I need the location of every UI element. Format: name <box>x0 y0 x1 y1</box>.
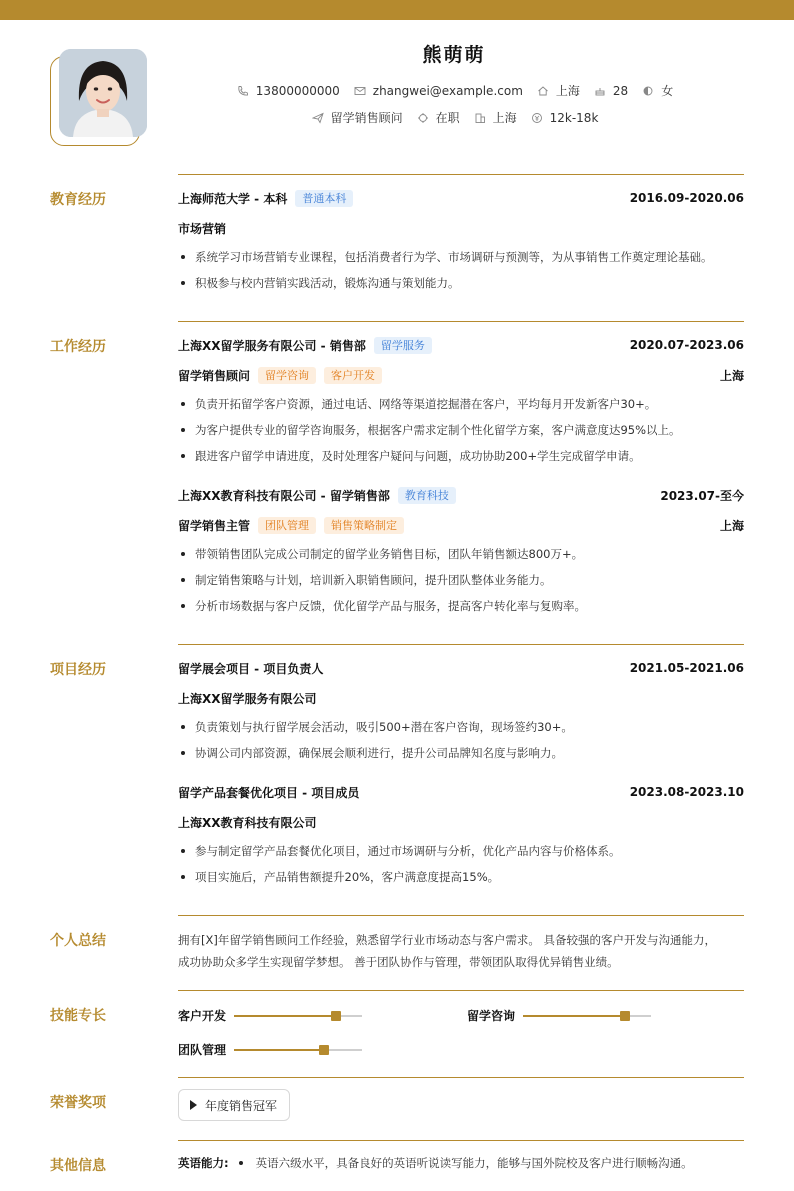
gender-info <box>642 82 673 99</box>
skill-bar-fill <box>523 1015 625 1017</box>
project-org-row <box>178 688 744 708</box>
play-icon <box>190 1100 197 1110</box>
project-header <box>178 658 744 678</box>
city-info <box>474 109 517 126</box>
project-org: 上海XX留学服务有限公司 <box>178 691 317 706</box>
skill-bar-knob <box>620 1011 630 1021</box>
skill-tag: 团队管理 <box>258 517 316 534</box>
skill-tag: 客户开发 <box>324 367 382 384</box>
section-divider <box>178 174 744 175</box>
education-period: 2016.09-2020.06 <box>629 191 744 205</box>
role-name: 留学销售主管 <box>178 518 251 533</box>
mail-icon <box>354 85 366 97</box>
skill-bar <box>234 1049 362 1051</box>
section-title: 荣誉奖项 <box>50 1095 106 1111</box>
list-item: 负责开拓留学客户资源，通过电话、网络等渠道挖掘潜在客户，平均每月开发新客户30+。 <box>178 395 744 413</box>
bullet-dot <box>239 1161 243 1165</box>
phone-text: 13800000000 <box>255 83 340 98</box>
section-title: 其他信息 <box>50 1158 106 1174</box>
status-icon <box>417 112 429 124</box>
skill-tag: 销售策略制定 <box>324 517 404 534</box>
other-info-row <box>178 1155 693 1171</box>
section-divider <box>178 321 744 322</box>
salary-text: 12k-18k <box>549 110 599 125</box>
work-header <box>178 335 744 355</box>
money-icon <box>531 112 543 124</box>
section-divider <box>178 644 744 645</box>
position-info <box>312 109 403 126</box>
skill-bar-knob <box>331 1011 341 1021</box>
major-name: 市场营销 <box>178 221 227 236</box>
company-name: 上海XX留学服务有限公司 - 销售部 <box>178 338 366 353</box>
project-org: 上海XX教育科技有限公司 <box>178 815 317 830</box>
list-item: 带领销售团队完成公司制定的留学业务销售目标，团队年销售额达800万+。 <box>178 545 744 563</box>
industry-tag: 教育科技 <box>398 487 456 504</box>
email-text: zhangwei@example.com <box>372 83 523 98</box>
major-row <box>178 218 744 238</box>
location-text: 上海 <box>555 84 580 98</box>
education-header <box>178 188 744 208</box>
section-divider <box>178 1077 744 1078</box>
skill-bar-fill <box>234 1049 324 1051</box>
section-divider <box>178 990 744 991</box>
cake-icon <box>594 85 606 97</box>
candidate-name: 熊萌萌 <box>422 44 486 66</box>
gender-text: 女 <box>661 84 674 98</box>
other-text: 英语六级水平，具备良好的英语听说读写能力，能够与国外院校及客户进行顺畅沟通。 <box>255 1156 693 1170</box>
project-name: 留学展会项目 - 项目负责人 <box>178 661 324 676</box>
skill-item <box>178 1041 362 1058</box>
skill-bar-fill <box>234 1015 336 1017</box>
list-item: 系统学习市场营销专业课程，包括消费者行为学、市场调研与预测等，为从事销售工作奠定理论基础。 <box>178 248 744 266</box>
project-period: 2021.05-2021.06 <box>629 661 744 675</box>
list-item: 协调公司内部资源，确保展会顺利进行，提升公司品牌知名度与影响力。 <box>178 744 744 762</box>
status-text: 在职 <box>435 111 460 125</box>
position-text: 留学销售顾问 <box>330 111 403 125</box>
other-label: 英语能力: <box>178 1156 229 1170</box>
work-period: 2020.07-2023.06 <box>629 338 744 352</box>
list-item: 项目实施后，产品销售额提升20%，客户满意度提高15%。 <box>178 868 744 886</box>
list-item: 积极参与校内营销实践活动，锻炼沟通与策划能力。 <box>178 274 744 292</box>
skill-bar <box>523 1015 651 1017</box>
email-info <box>354 84 523 98</box>
summary-line: 拥有[X]年留学销售顾问工作经验，熟悉留学行业市场动态与客户需求。 具备较强的客户开发与沟通能力， <box>178 933 717 947</box>
skill-item <box>178 1007 362 1024</box>
list-item: 跟进客户留学申请进度，及时处理客户疑问与问题，成功协助200+学生完成留学申请。 <box>178 447 744 465</box>
skill-label: 留学咨询 <box>467 1009 516 1023</box>
list-item: 为客户提供专业的留学咨询服务，根据客户需求定制个性化留学方案，客户满意度达95%以上。 <box>178 421 744 439</box>
gender-icon <box>642 85 654 97</box>
industry-tag: 留学服务 <box>374 337 432 354</box>
section-title: 技能专长 <box>50 1008 106 1024</box>
phone-info <box>237 84 340 98</box>
role-row <box>178 515 744 535</box>
project-org-row <box>178 812 744 832</box>
list-item: 制定销售策略与计划，培训新入职销售顾问，提升团队整体业务能力。 <box>178 571 744 589</box>
skill-tag: 留学咨询 <box>258 367 316 384</box>
job-intent-row <box>160 109 750 126</box>
school-name: 上海师范大学 - 本科 <box>178 191 288 206</box>
age-text: 28 <box>612 83 629 98</box>
section-divider <box>178 1140 744 1141</box>
project-header <box>178 782 744 802</box>
list-item: 参与制定留学产品套餐优化项目，通过市场调研与分析，优化产品内容与价格体系。 <box>178 842 744 860</box>
list-item: 负责策划与执行留学展会活动，吸引500+潜在客户咨询，现场签约30+。 <box>178 718 744 736</box>
section-title: 个人总结 <box>50 933 106 949</box>
home-icon <box>537 85 549 97</box>
school-tag: 普通本科 <box>295 190 353 207</box>
summary-text <box>178 929 744 973</box>
award-label: 年度销售冠军 <box>205 1098 278 1113</box>
summary-line: 成功协助众多学生实现留学梦想。 善于团队协作与管理，带领团队取得优异销售业绩。 <box>178 955 619 969</box>
phone-icon <box>237 85 249 97</box>
work-period: 2023.07-至今 <box>660 488 744 503</box>
award-badge <box>178 1089 290 1121</box>
send-icon <box>312 112 324 124</box>
skill-label: 团队管理 <box>178 1043 227 1057</box>
role-row <box>178 365 744 385</box>
section-title: 教育经历 <box>50 192 106 208</box>
salary-info <box>531 111 599 125</box>
work-city: 上海 <box>719 518 744 533</box>
work-city: 上海 <box>719 368 744 383</box>
section-divider <box>178 915 744 916</box>
list-item: 分析市场数据与客户反馈，优化留学产品与服务，提高客户转化率与复购率。 <box>178 597 744 615</box>
project-name: 留学产品套餐优化项目 - 项目成员 <box>178 785 360 800</box>
top-accent-bar <box>0 0 794 20</box>
company-name: 上海XX教育科技有限公司 - 留学销售部 <box>178 488 390 503</box>
status-info <box>417 109 460 126</box>
city-text: 上海 <box>492 111 517 125</box>
skill-item <box>467 1007 651 1024</box>
skill-label: 客户开发 <box>178 1009 227 1023</box>
section-title: 工作经历 <box>50 339 106 355</box>
skill-bar-knob <box>319 1045 329 1055</box>
section-title: 项目经历 <box>50 662 106 678</box>
building-icon <box>474 112 486 124</box>
age-info <box>594 84 628 98</box>
location-info <box>537 82 580 99</box>
contact-info-row <box>160 82 750 99</box>
skill-bar <box>234 1015 362 1017</box>
work-header <box>178 485 744 505</box>
role-name: 留学销售顾问 <box>178 368 251 383</box>
project-period: 2023.08-2023.10 <box>629 785 744 799</box>
